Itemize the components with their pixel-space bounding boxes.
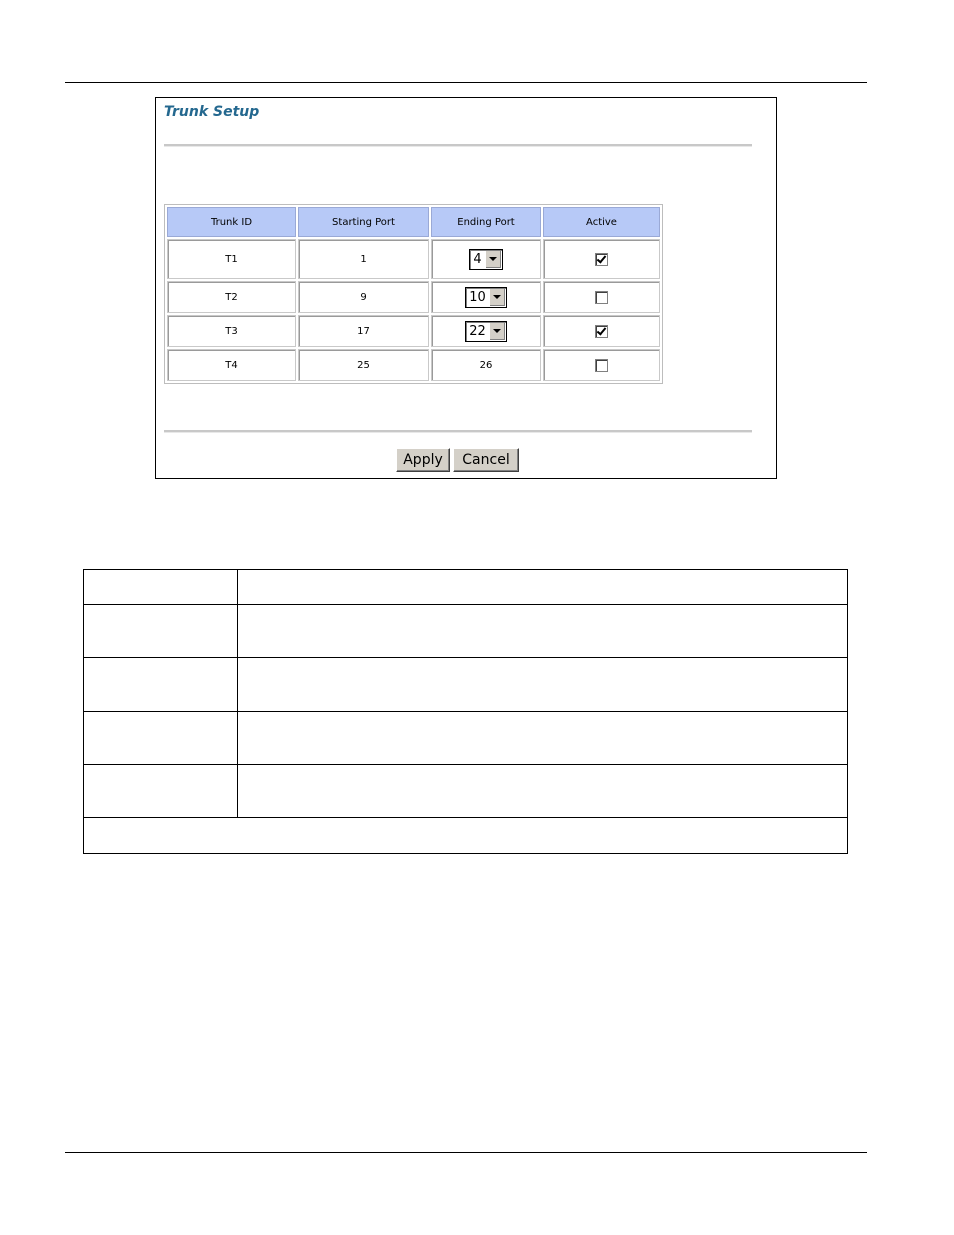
table-row <box>167 349 660 381</box>
table-row <box>84 765 848 818</box>
description-table <box>83 569 848 854</box>
starting-port-cell: 25 <box>298 349 429 381</box>
trunk-id-cell: T2 <box>167 281 296 313</box>
divider <box>164 144 752 147</box>
starting-port-cell: 1 <box>298 239 429 279</box>
label-cell <box>84 765 238 818</box>
ending-port-select[interactable] <box>465 287 507 308</box>
table-row <box>84 570 848 605</box>
trunk-setup-panel <box>155 97 777 479</box>
chevron-down-icon[interactable] <box>485 251 501 268</box>
cancel-button[interactable]: Cancel <box>453 448 519 472</box>
active-cell <box>543 239 660 279</box>
chevron-down-icon[interactable] <box>489 323 505 340</box>
label-cell <box>84 570 238 605</box>
label-cell <box>84 658 238 712</box>
label-cell <box>84 712 238 765</box>
trunk-id-cell: T3 <box>167 315 296 347</box>
ending-port-cell <box>431 239 541 279</box>
column-header-active: Active <box>543 207 660 237</box>
ending-port-value: 4 <box>473 251 482 267</box>
starting-port-cell: 9 <box>298 281 429 313</box>
column-header-ending-port: Ending Port <box>431 207 541 237</box>
ending-port-value: 22 <box>469 323 486 339</box>
page-top-rule <box>65 82 867 83</box>
ending-port-cell: 26 <box>431 349 541 381</box>
description-cell <box>238 570 848 605</box>
table-row <box>167 315 660 347</box>
page-bottom-rule <box>65 1152 867 1153</box>
description-cell <box>238 765 848 818</box>
divider <box>164 430 752 433</box>
ending-port-cell <box>431 281 541 313</box>
table-row <box>167 239 660 279</box>
chevron-down-icon[interactable] <box>489 289 505 306</box>
trunk-id-cell: T1 <box>167 239 296 279</box>
footer-cell <box>84 818 848 854</box>
column-header-starting-port: Starting Port <box>298 207 429 237</box>
panel-title: Trunk Setup <box>164 104 260 120</box>
ending-port-select[interactable] <box>469 249 502 270</box>
active-checkbox[interactable] <box>595 291 608 304</box>
trunk-table <box>164 204 663 384</box>
table-row <box>84 712 848 765</box>
active-checkbox[interactable] <box>595 325 608 338</box>
active-checkbox[interactable] <box>595 253 608 266</box>
ending-port-select[interactable] <box>465 321 507 342</box>
ending-port-cell <box>431 315 541 347</box>
table-row <box>84 605 848 658</box>
table-row <box>84 818 848 854</box>
description-cell <box>238 605 848 658</box>
description-cell <box>238 712 848 765</box>
description-cell <box>238 658 848 712</box>
ending-port-value: 10 <box>469 289 486 305</box>
column-header-trunk-id: Trunk ID <box>167 207 296 237</box>
table-row <box>84 658 848 712</box>
table-row <box>167 281 660 313</box>
active-cell <box>543 315 660 347</box>
trunk-id-cell: T4 <box>167 349 296 381</box>
apply-button[interactable]: Apply <box>396 448 450 472</box>
active-checkbox[interactable] <box>595 359 608 372</box>
label-cell <box>84 605 238 658</box>
starting-port-cell: 17 <box>298 315 429 347</box>
active-cell <box>543 349 660 381</box>
active-cell <box>543 281 660 313</box>
